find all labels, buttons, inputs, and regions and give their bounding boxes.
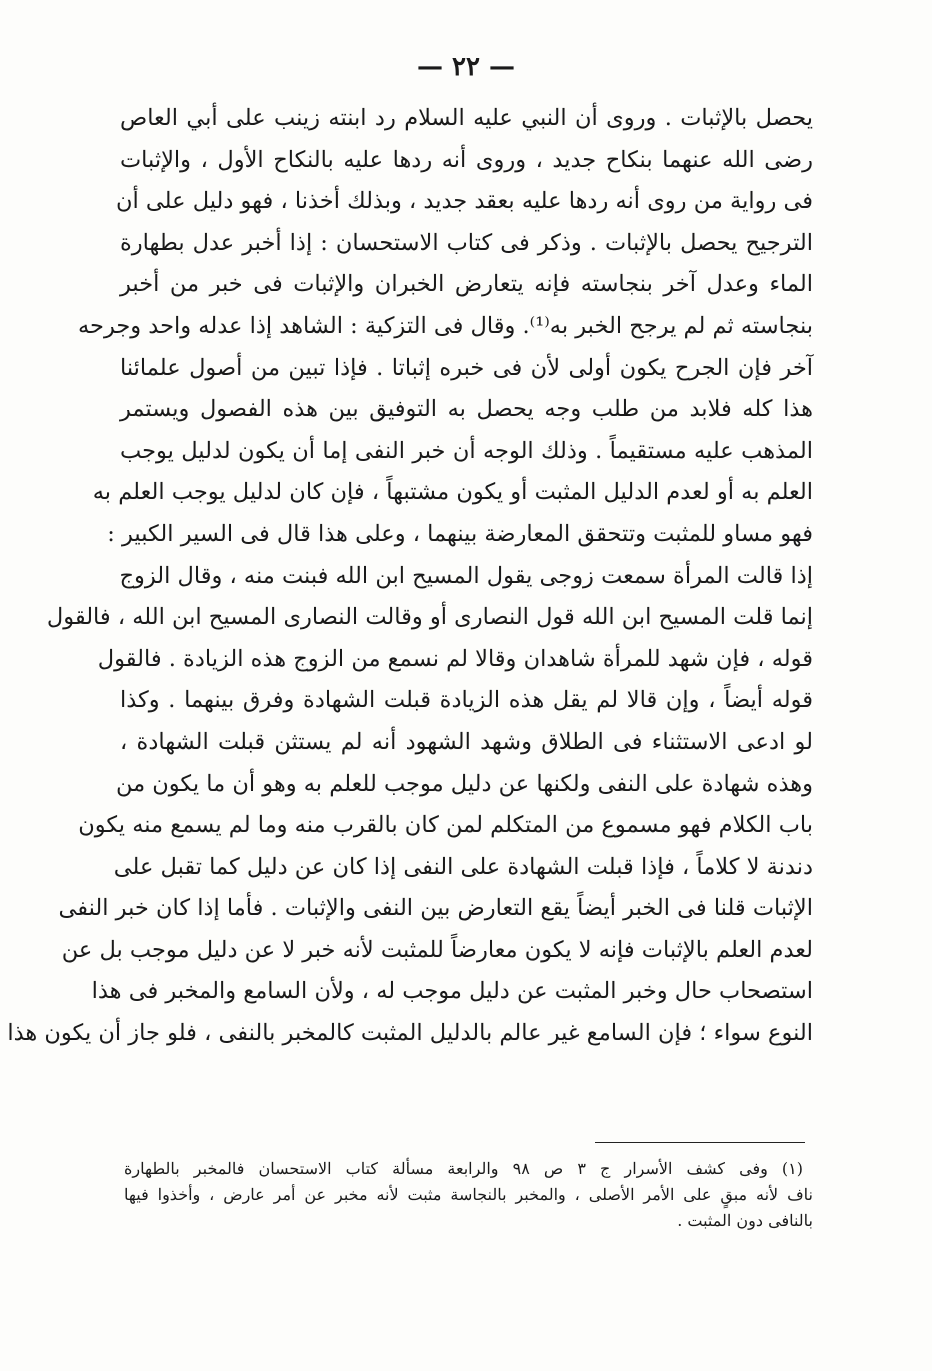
main-text-block (7, 98, 813, 1055)
text-line: باب الكلام فهو مسموع من المتكلم لمن كان بالقرب منه وما لم يسمع منه يكون (78, 812, 813, 839)
footnote-line: ناف لأنه مبقٍ على الأمر الأصلى ، والمخبر بالنجاسة مثبت لأنه مخبر عن أمر عارض ، وأخذوا فيها (124, 1185, 813, 1204)
footnote-separator (595, 1142, 805, 1143)
footnotes-block (124, 1156, 813, 1234)
text-line: العلم به أو لعدم الدليل المثبت أو يكون مشتبهاً ، فإن كان لدليل يوجب العلم به (92, 479, 813, 506)
text-line: الماء وعدل آخر بنجاسته فإنه يتعارض الخبران والإثبات فى خبر من أخبر (120, 271, 813, 298)
text-line: وهذه شهادة على النفى ولكنها عن دليل موجب للعلم به وهو أن ما يكون من (115, 770, 813, 797)
footnote-line: (١) وفى كشف الأسرار ج ٣ ص ٩٨ والرابعة مسألة كتاب الاستحسان فالمخبر بالطهارة (124, 1159, 804, 1178)
text-line: فهو مساو للمثبت وتتحقق المعارضة بينهما ، وعلى هذا قال فى السير الكبير : (107, 520, 813, 547)
text-line: استصحاب حال وخبر المثبت عن دليل موجب له ، ولأن السامع والمخبر فى هذا (91, 978, 813, 1005)
text-line: دندنة لا كلاماً ، فإذا قبلت الشهادة على النفى إذا كان عن دليل كما تقبل على (113, 853, 813, 880)
text-line: فى رواية من روى أنه ردها عليه بعقد جديد ، وبذلك أخذنا ، فهو دليل على أن (115, 188, 813, 215)
text-line: إذا قالت المرأة سمعت زوجى يقول المسيح ابن الله فبنت منه ، وقال الزوج (119, 562, 813, 589)
text-line: بنجاسته ثم لم يرجح الخبر به⁽¹⁾. وقال فى التزكية : الشاهد إذا عدله واحد وجرحه (77, 312, 813, 339)
text-line: الإثبات قلنا فى الخبر أيضاً يقع التعارض بين النفى والإثبات . فأما إذا كان خبر النفى (58, 895, 813, 922)
text-line: رضى الله عنهما بنكاح جديد ، وروى أنه ردها عليه بالنكاح الأول ، والإثبات (120, 146, 813, 173)
text-line: المذهب عليه مستقيماً . وذلك الوجه أن خبر النفى إما أن يكون لدليل يوجب (120, 437, 813, 464)
page-number: — ٢٢ — (416, 52, 516, 82)
text-line: هذا كله فلابد من طلب وجه يحصل به التوفيق بين هذه الفصول ويستمر (120, 396, 813, 423)
text-line: لو ادعى الاستثناء فى الطلاق وشهد الشهود أنه لم يستثن قبلت الشهادة ، (120, 728, 813, 755)
text-line: يحصل بالإثبات . وروى أن النبي عليه السلام رد ابنته زينب على أبي العاص (120, 105, 813, 131)
footnote-line: بالنافى دون المثبت . (677, 1211, 813, 1230)
text-line: آخر فإن الجرح يكون أولى لأن فى خبره إثباتا . فإذا تبين من أصول علمائنا (120, 354, 813, 381)
text-line: لعدم العلم بالإثبات فإنه لا يكون معارضاً للمثبت لأنه خبر لا عن دليل موجب بل عن (61, 936, 813, 963)
text-line: النوع سواء ؛ فإن السامع غير عالم بالدليل المثبت كالمخبر بالنفى ، فلو جاز أن يكون هذا (7, 1020, 813, 1047)
text-line: قوله أيضاً ، وإن قالا لم يقل هذه الزيادة قبلت الشهادة وفرق بينهما . وكذا (120, 687, 813, 714)
text-line: الترجيح يحصل بالإثبات . وذكر فى كتاب الاستحسان : إذا أخبر عدل بطهارة (120, 229, 813, 256)
text-line: إنما قلت المسيح ابن الله قول النصارى أو وقالت النصارى المسيح ابن الله ، فالقول (46, 604, 813, 631)
text-line: قوله ، فإن شهد للمرأة شاهدان وقالا لم نسمع من الزوج هذه الزيادة . فالقول (97, 645, 813, 672)
